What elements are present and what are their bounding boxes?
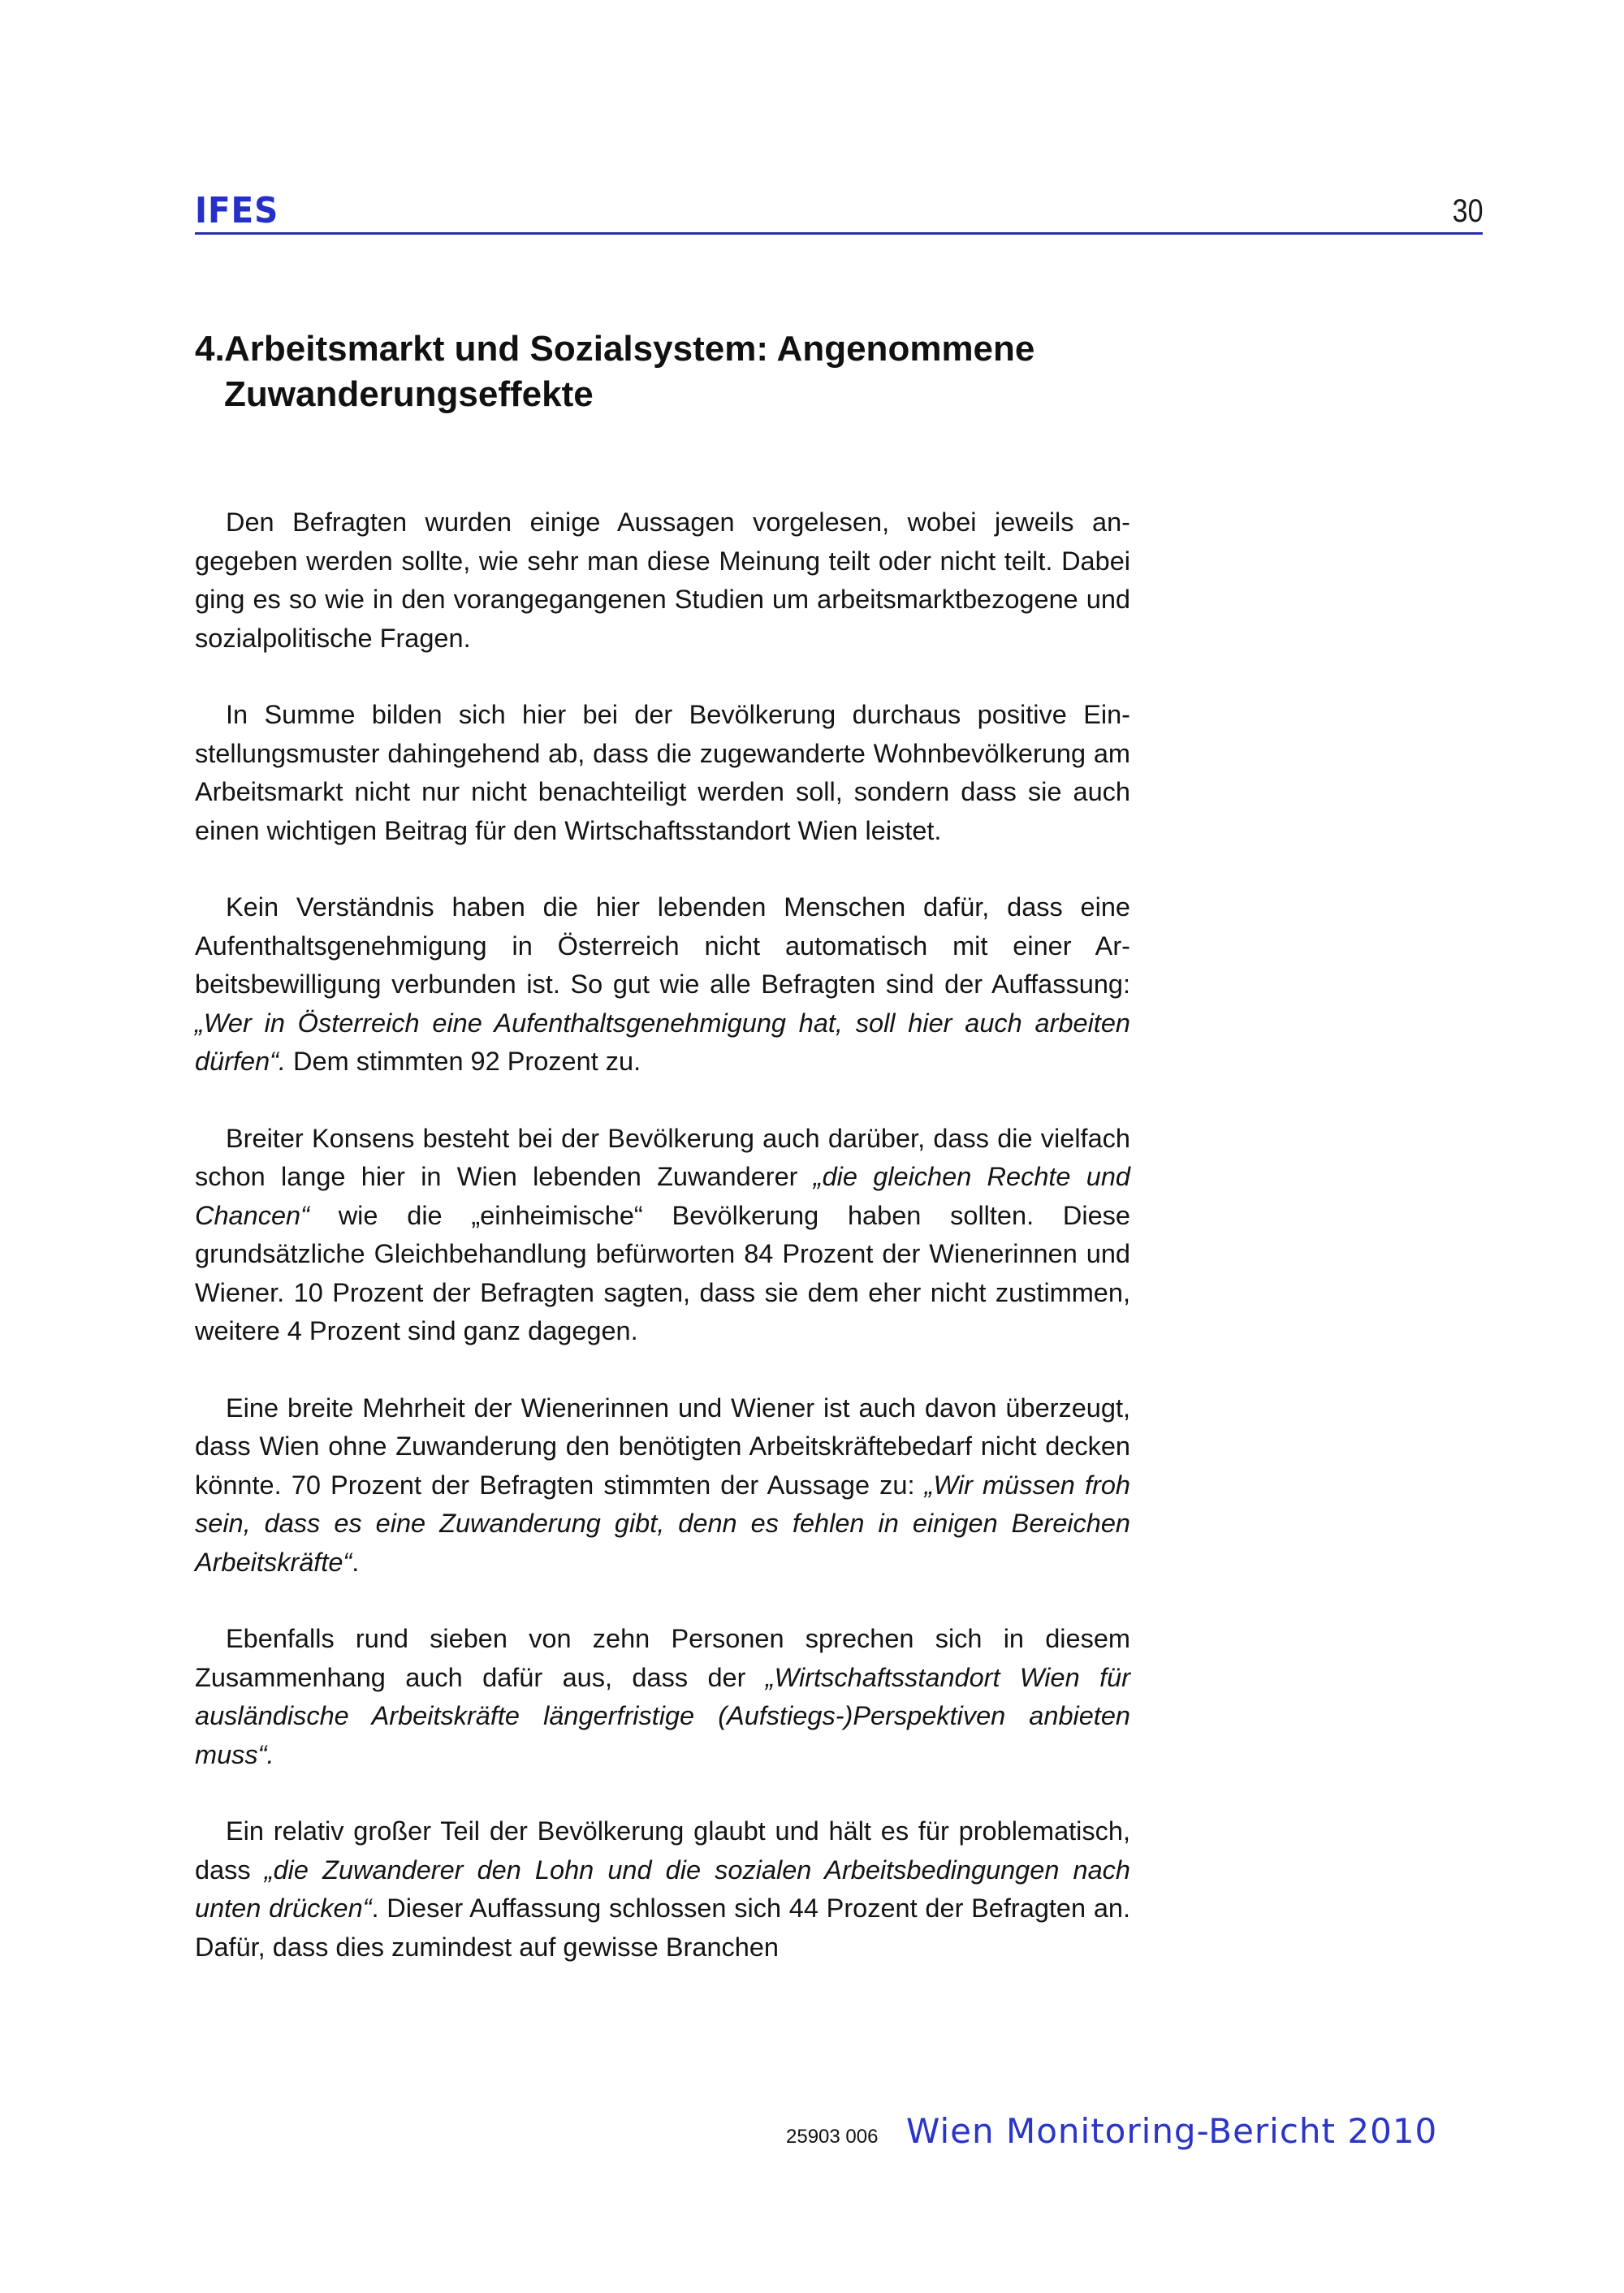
paragraph-text: Ebenfalls rund sieben von zehn Personen sprechen sich in diesem Zusammenhang auch dafür aus, dass der: [195, 1624, 1130, 1692]
body-paragraph: [195, 1620, 1130, 1774]
body-text: [195, 503, 1130, 2005]
body-paragraph: [195, 1812, 1130, 1967]
section-title: [195, 326, 1250, 417]
paragraph-text: . Dieser Auffassung schlossen sich 44 Prozent der Befragten an. Dafür, dass dies zumindest auf gewisse Branchen: [195, 1894, 1130, 1962]
paragraph-text: Kein Verständnis haben die hier lebenden Menschen dafür, dass eine Aufenthaltsgenehmigung in Österreich nicht automatisch mit einer Arbeitsbewilligung verbunden ist. So gut wie alle Befragten sind der Auffassung:: [195, 892, 1130, 999]
quote-text: „Wer in Österreich eine Aufenthaltsgenehmigung hat, soll hier auch arbeiten dürfen“.: [195, 1008, 1130, 1076]
page-footer: [786, 2111, 1437, 2160]
body-paragraph: [195, 1120, 1130, 1351]
report-code: 25903 006: [786, 2126, 879, 2148]
quote-text: „Wir müssen froh sein, dass es eine Zuwanderung gibt, denn es fehlen in einigen Bereichen Arbeitskräfte“: [195, 1470, 1130, 1577]
page-number: 30: [1452, 193, 1483, 229]
section-title-line-1: [195, 326, 1250, 372]
paragraph-text: .: [352, 1547, 360, 1577]
paragraph-text: Dem stimmten 92 Prozent zu.: [286, 1047, 641, 1076]
body-paragraph: [195, 503, 1130, 658]
quote-text: „Wirtschaftsstandort Wien für ausländische Arbeitskräfte längerfristige (Aufstiegs-)Perspektiven anbieten muss“.: [195, 1662, 1130, 1769]
section-title-line-2: Zuwanderungseffekte: [224, 374, 594, 414]
paragraph-text: wie die „einheimische“ Bevölkerung haben sollten. Diese grundsätzliche Gleichbehandlung befürworten 84 Prozent der Wienerinnen und Wiener. 10 Prozent der Befragten sagten, dass sie dem eher nicht zustimmen, weitere 4 Prozent sind ganz dagegen.: [195, 1200, 1130, 1345]
paragraph-text: Breiter Konsens besteht bei der Bevölkerung auch darüber, dass die vielfach schon lange hier in Wien lebenden Zuwanderer: [195, 1123, 1130, 1191]
body-paragraph: [195, 696, 1130, 850]
quote-text: „die Zuwanderer den Lohn und die sozialen Arbeitsbedingungen nach unten drücken“: [195, 1855, 1130, 1923]
body-paragraph: [195, 1389, 1130, 1583]
ifes-logo: IFES: [195, 190, 279, 231]
body-paragraph: [195, 888, 1130, 1082]
section-title-text-1: Arbeitsmarkt und Sozialsystem: Angenommene: [224, 329, 1035, 369]
page-header: [195, 192, 1483, 235]
section-number: 4.: [195, 329, 225, 369]
paragraph-text: Den Befragten wurden einige Aussagen vorgelesen, wobei jeweils angegeben werden sollte, wie sehr man diese Meinung teilt oder nicht teilt. Dabei ging es so wie in den vorangegangenen Studien um arbeitsmarktbezogene und sozialpolitische Fragen.: [195, 507, 1130, 653]
paragraph-text: In Summe bilden sich hier bei der Bevölkerung durchaus positive Einstellungsmuster dahingehend ab, dass die zugewanderte Wohnbevölkerung am Arbeitsmarkt nicht nur nicht benachteiligt werden soll, sondern dass sie auch einen wichtigen Beitrag für den Wirtschaftsstandort Wien leistet.: [195, 700, 1130, 845]
quote-text: „die gleichen Rechte und Chancen“: [195, 1162, 1130, 1230]
report-title: Wien Monitoring-Bericht 2010: [905, 2111, 1438, 2151]
paragraph-text: Eine breite Mehrheit der Wienerinnen und Wiener ist auch davon überzeugt, dass Wien ohne Zuwanderung den benötigten Arbeitskräftebedarf nicht decken könnte. 70 Prozent der Befragten stimmten der Aussage zu:: [195, 1393, 1130, 1500]
paragraph-text: Ein relativ großer Teil der Bevölkerung glaubt und hält es für problematisch, dass: [195, 1816, 1130, 1885]
